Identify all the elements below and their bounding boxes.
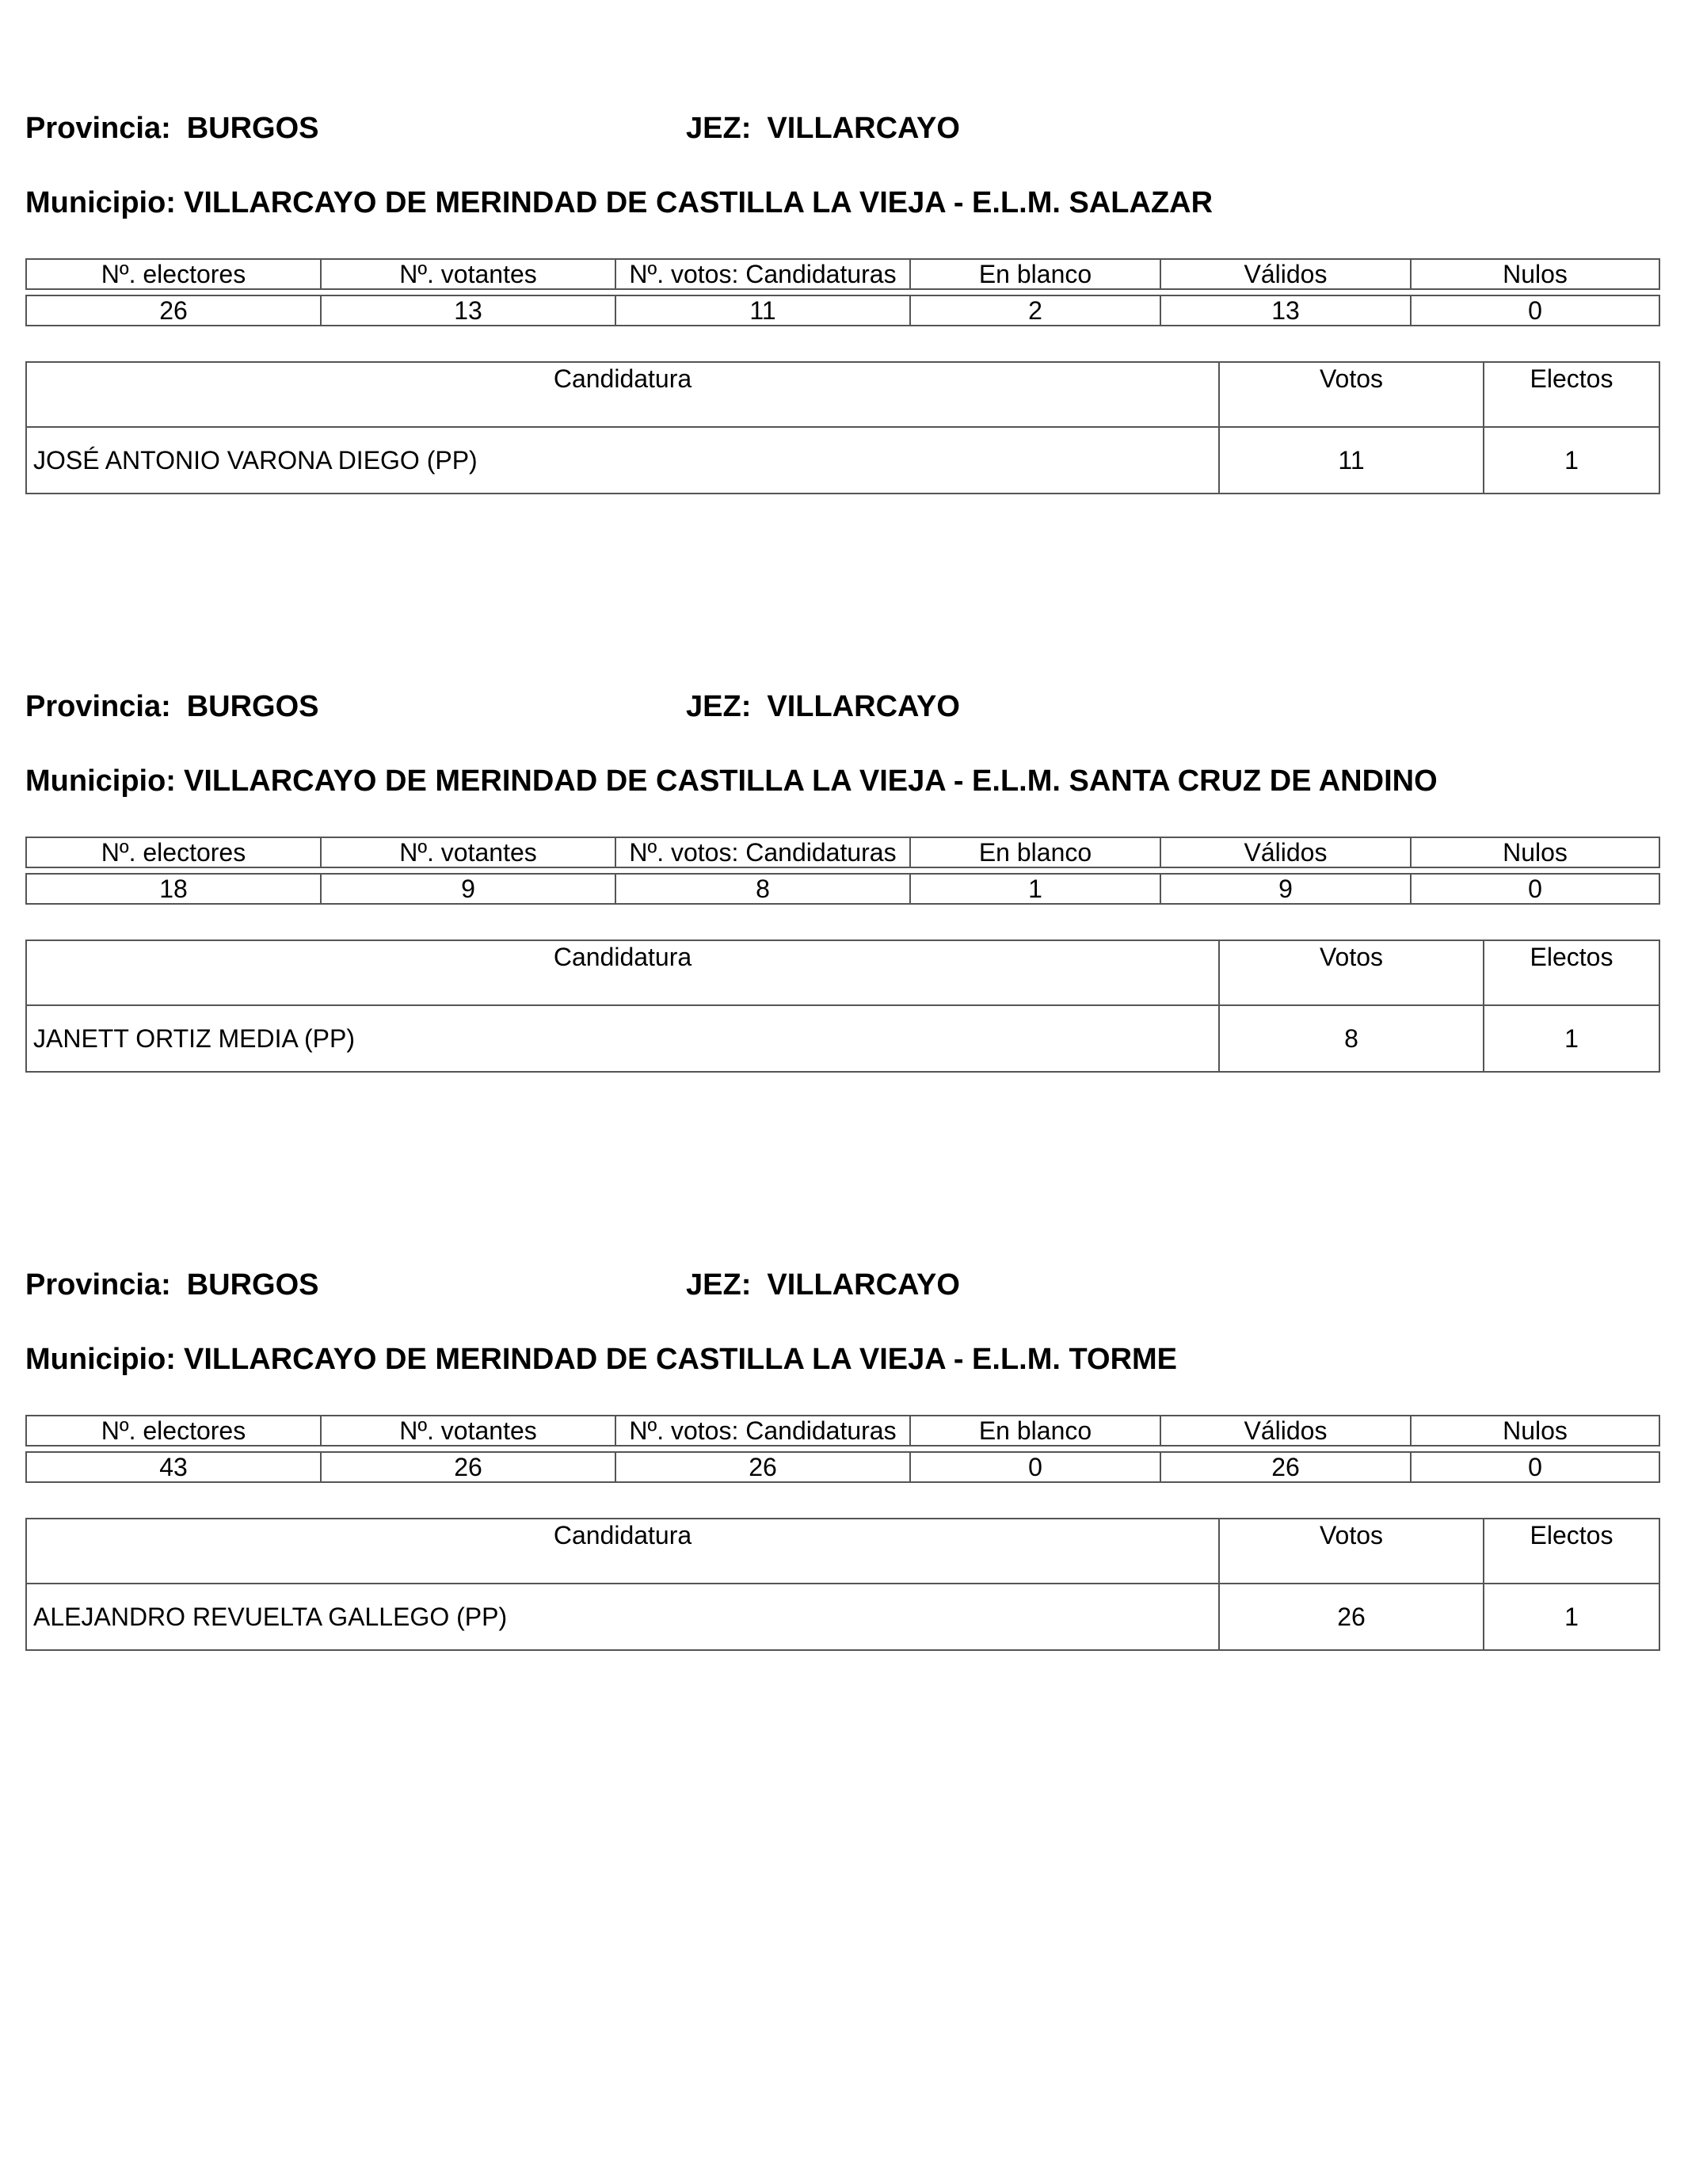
provincia-line: [25, 1267, 319, 1302]
stats-value-cell: 43: [26, 1452, 321, 1482]
municipio-line: [25, 185, 1213, 220]
votos-header: Votos: [1219, 1519, 1484, 1584]
provincia-value: BURGOS: [186, 112, 319, 145]
stats-value-cell: 9: [321, 874, 615, 904]
stats-value-row: [26, 1452, 1659, 1482]
stats-value-cell: 26: [26, 295, 321, 326]
stats-header-cell: En blanco: [910, 1416, 1160, 1446]
votos-header: Votos: [1219, 940, 1484, 1005]
stats-header-cell: Nº. votantes: [321, 1416, 615, 1446]
jez-value: VILLARCAYO: [767, 690, 960, 723]
stats-header-cell: Nulos: [1411, 259, 1659, 289]
stats-value-cell: 9: [1160, 874, 1411, 904]
jez-label: JEZ:: [686, 1268, 752, 1302]
jez-label: JEZ:: [686, 112, 752, 145]
municipio-label: Municipio:: [25, 1343, 176, 1376]
stats-header-cell: Nº. electores: [26, 1416, 321, 1446]
candidate-votes: 8: [1219, 1005, 1484, 1072]
stats-header-cell: Nº. electores: [26, 259, 321, 289]
votos-header: Votos: [1219, 362, 1484, 427]
stats-value-cell: 26: [1160, 1452, 1411, 1482]
municipio-label: Municipio:: [25, 186, 176, 219]
stats-value-cell: 1: [910, 874, 1160, 904]
provincia-label: Provincia:: [25, 112, 171, 145]
municipio-value: VILLARCAYO DE MERINDAD DE CASTILLA LA VIEJA - E.L.M. TORME: [183, 1343, 1178, 1376]
provincia-line: [25, 111, 319, 146]
stats-header-cell: En blanco: [910, 259, 1160, 289]
jez-label: JEZ:: [686, 690, 752, 723]
stats-table: [25, 1415, 1660, 1483]
candidate-row: [26, 427, 1659, 494]
stats-header-cell: Nº. votos: Candidaturas: [615, 1416, 910, 1446]
candidate-name: ALEJANDRO REVUELTA GALLEGO (PP): [26, 1584, 1219, 1650]
electos-header: Electos: [1484, 940, 1659, 1005]
municipio-value: VILLARCAYO DE MERINDAD DE CASTILLA LA VIEJA - E.L.M. SANTA CRUZ DE ANDINO: [183, 764, 1438, 798]
stats-header-cell: Válidos: [1160, 1416, 1411, 1446]
stats-header-row: [26, 837, 1659, 867]
jez-value: VILLARCAYO: [767, 1268, 960, 1302]
candidates-table: [25, 1518, 1660, 1651]
stats-header-row: [26, 259, 1659, 289]
candidate-name: JANETT ORTIZ MEDIA (PP): [26, 1005, 1219, 1072]
candidates-header-row: [26, 940, 1659, 1005]
stats-header-cell: Nº. votos: Candidaturas: [615, 837, 910, 867]
candidate-votes: 11: [1219, 427, 1484, 494]
stats-value-cell: 0: [1411, 874, 1659, 904]
stats-value-row: [26, 295, 1659, 326]
candidates-table: [25, 361, 1660, 494]
stats-header-cell: Nulos: [1411, 837, 1659, 867]
municipio-line: [25, 1342, 1177, 1377]
stats-value-cell: 8: [615, 874, 910, 904]
candidate-elected: 1: [1484, 427, 1659, 494]
stats-header-cell: Válidos: [1160, 837, 1411, 867]
jez-line: [686, 111, 960, 146]
candidates-table: [25, 940, 1660, 1073]
provincia-label: Provincia:: [25, 1268, 171, 1302]
stats-table: [25, 837, 1660, 905]
stats-value-cell: 0: [1411, 295, 1659, 326]
provincia-value: BURGOS: [186, 690, 319, 723]
jez-line: [686, 689, 960, 724]
stats-header-cell: Nº. electores: [26, 837, 321, 867]
candidates-header-row: [26, 362, 1659, 427]
stats-header-cell: Nº. votos: Candidaturas: [615, 259, 910, 289]
candidate-elected: 1: [1484, 1005, 1659, 1072]
stats-table: [25, 258, 1660, 326]
candidatura-header: Candidatura: [26, 940, 1219, 1005]
municipio-line: [25, 764, 1438, 799]
stats-value-cell: 13: [321, 295, 615, 326]
stats-value-cell: 0: [910, 1452, 1160, 1482]
stats-value-cell: 11: [615, 295, 910, 326]
electos-header: Electos: [1484, 362, 1659, 427]
stats-value-row: [26, 874, 1659, 904]
stats-header-cell: Válidos: [1160, 259, 1411, 289]
jez-line: [686, 1267, 960, 1302]
candidate-name: JOSÉ ANTONIO VARONA DIEGO (PP): [26, 427, 1219, 494]
stats-header-cell: Nº. votantes: [321, 259, 615, 289]
stats-header-cell: Nº. votantes: [321, 837, 615, 867]
stats-header-cell: Nulos: [1411, 1416, 1659, 1446]
provincia-label: Provincia:: [25, 690, 171, 723]
stats-value-cell: 13: [1160, 295, 1411, 326]
stats-value-cell: 0: [1411, 1452, 1659, 1482]
stats-value-cell: 26: [321, 1452, 615, 1482]
candidate-elected: 1: [1484, 1584, 1659, 1650]
jez-value: VILLARCAYO: [767, 112, 960, 145]
electos-header: Electos: [1484, 1519, 1659, 1584]
stats-value-cell: 2: [910, 295, 1160, 326]
municipio-label: Municipio:: [25, 764, 176, 798]
candidatura-header: Candidatura: [26, 1519, 1219, 1584]
candidatura-header: Candidatura: [26, 362, 1219, 427]
municipio-value: VILLARCAYO DE MERINDAD DE CASTILLA LA VIEJA - E.L.M. SALAZAR: [183, 186, 1213, 219]
provincia-value: BURGOS: [186, 1268, 319, 1302]
stats-header-row: [26, 1416, 1659, 1446]
stats-value-cell: 26: [615, 1452, 910, 1482]
candidate-votes: 26: [1219, 1584, 1484, 1650]
provincia-line: [25, 689, 319, 724]
stats-header-cell: En blanco: [910, 837, 1160, 867]
candidate-row: [26, 1584, 1659, 1650]
stats-value-cell: 18: [26, 874, 321, 904]
candidates-header-row: [26, 1519, 1659, 1584]
candidate-row: [26, 1005, 1659, 1072]
